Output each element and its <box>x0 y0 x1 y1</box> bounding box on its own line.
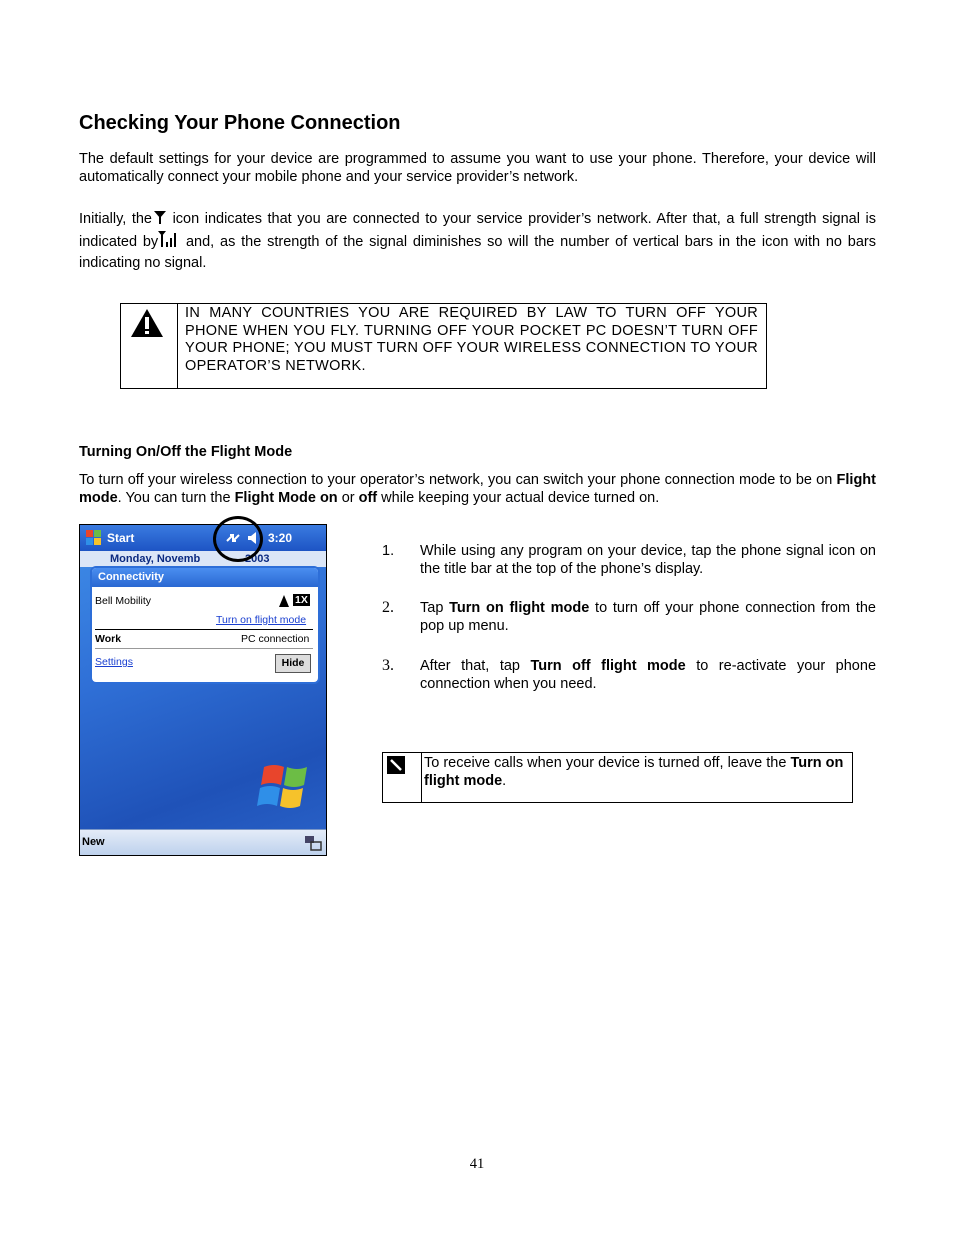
note-box <box>382 752 853 803</box>
popup-title: Connectivity <box>98 571 165 583</box>
flight-mode-paragraph: To turn off your wireless connection to your operator’s network, you can switch your phone connection mode to be on Flight mode. You can turn the Flight Mode on or off while keeping your actual device turned on. <box>79 472 876 506</box>
input-panel-icon[interactable] <box>304 835 322 851</box>
phone-start-label: Start <box>107 531 135 545</box>
work-value: PC connection <box>241 633 310 645</box>
phone-date: Monday, Novemb <box>110 553 201 565</box>
hide-button[interactable]: Hide <box>275 654 311 673</box>
antenna-icon <box>153 210 167 224</box>
windows-flag-icon <box>85 529 103 547</box>
signal-paragraph: Initially, the icon indicates that you are connected to your service provider’s network. After that, a full strength signal is indicated by and, as the strength of the signal diminishes so will the number of vertical bars in the icon with no bars indicating no signal. <box>79 211 877 271</box>
warning-text: IN MANY COUNTRIES YOU ARE REQUIRED BY LAW TO TURN OFF YOUR PHONE WHEN YOU FLY. TURNING OFF YOUR POCKET PC DOESN’T TURN OFF YOUR PHONE; YOU MUST TURN OFF YOUR WIRELESS CONNECTION TO YOUR OPERATOR’S NETWORK. <box>185 305 758 374</box>
phone-date-year: 2003 <box>245 553 270 565</box>
carrier-badge: 1X <box>295 594 308 606</box>
page-heading: Checking Your Phone Connection <box>79 112 401 134</box>
warning-triangle-icon <box>130 308 164 338</box>
phone-time: 3:20 <box>268 531 293 545</box>
new-menu[interactable]: New <box>82 836 105 848</box>
full-signal-icon <box>158 230 180 248</box>
phone-bottom-bar <box>80 829 326 856</box>
turn-on-flight-mode-link[interactable]: Turn on flight mode <box>216 614 307 626</box>
warning-box <box>120 303 767 389</box>
pencil-note-icon <box>387 756 405 774</box>
flight-mode-subheading: Turning On/Off the Flight Mode <box>79 444 293 460</box>
settings-link[interactable]: Settings <box>95 656 133 668</box>
phone-title-bar <box>80 525 326 551</box>
intro-paragraph: The default settings for your device are programmed to assume you want to use your phone. Therefore, your device will automatically connect your mobile phone and your service provider’s network. <box>79 151 876 185</box>
phone-screenshot <box>79 524 327 856</box>
page-number: 41 <box>469 1156 485 1172</box>
windows-logo-icon <box>256 761 316 813</box>
work-label: Work <box>95 633 122 645</box>
connectivity-popup <box>90 566 320 684</box>
signal-antenna-icon <box>278 594 290 608</box>
phone-date-bar <box>80 551 326 567</box>
note-text: To receive calls when your device is turned off, leave the Turn on flight mode. <box>424 755 844 789</box>
carrier-name: Bell Mobility <box>95 595 152 607</box>
highlight-circle <box>213 516 263 562</box>
